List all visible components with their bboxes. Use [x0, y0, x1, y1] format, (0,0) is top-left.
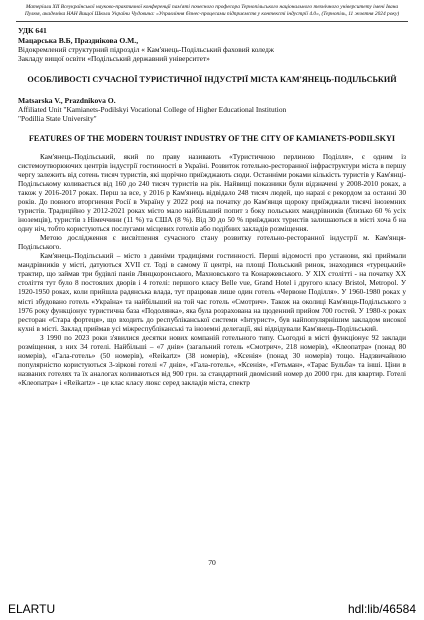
handle-label: hdl:lib/46584	[347, 602, 416, 616]
title-ua: ОСОБЛИВОСТІ СУЧАСНОЇ ТУРИСТИЧНОЇ ІНДУСТРІЇ МІСТА КАМ'ЯНЕЦЬ-ПОДІЛЬСЬКИЙ	[27, 74, 397, 84]
affiliation-en-line-1: Affiliated Unit "Kamianets-Podilskyi Vocational College of Higher Educational Institution	[18, 105, 287, 115]
body-paragraph-4: З 1990 по 2023 роки з'явилися десятки нових компаній готельного типу. Сьогодні в місті функціонує 92 заклади розміщення, з них 34 готелі. Найбільші – «7 днів» (загальний готель «Смотрич», 218 номерів), «Клеопатра» (понад 80 номерів), «Гала-готель» (50 номерів), «Reikartz» (38 номерів), «Ксенія» (понад 30 номерів) тощо. Надзвичайною популярністю користуються 3-зіркові готелі «7 днів», «Гала-готель», «Ксенія», «Гетьман», «Тарас Бульба» та інші. Ціни в названих готелях та їх аналогах коливаються від 900 грн. за стандартний двомісний номер до 2000 грн. для квартир. Готелі «Клеопатра» і «Reikartz» - це клас класу люкс серед закладів міста, спектр	[18, 332, 406, 387]
authors-en: Matsarska V., Prazdnikova O.	[18, 96, 116, 106]
udk-code: УДК 641	[18, 25, 47, 35]
affiliation-en-line-2: "Podillia State University"	[18, 114, 97, 124]
body-paragraph-2: Метою дослідження є висвітлення сучасного стану розвитку готельно-ресторанної індустрії м. Кам'янця-Подільського.	[18, 233, 406, 252]
body-paragraph-1: Кам'янець-Подільський, який по праву називають «Туристичною перлиною Поділля», є одним із системоутворюючих центрів індустрії гостинності в Україні. Розвиток готельно-ресторанної інфраструктури міста в першу чергу залежить від сотень тисяч туристів, які щорічно приїжджають сюди. Останніми роками кількість туристів у Кам'янці-Подільському коливається від 160 до 240 тисяч туристів на рік. Найвищі показники були відзначені у 2008-2010 роках, а також у 2016-2017 роках. Перш за все, у 2016 р Кам'янець відвідало 248 тисяч людей, що наразі є рекордом за останні 30 років. До повного вторгнення Росії в Україну у 2022 році на початку до Кам'янця щороку приїжджали тисячі іноземних туристів. Традиційно у 2012-2021 роках місто мало найбільший попит з боку польських мандрівників (близько 60 % усіх іноземців), туристів з Німеччини (11 %) та США (8 %). Від 30 до 50 % приїжджих туристів залишаються в місті хоча б на одну ніч, тобто користуються послугами місцевих готелів або подібних закладів розміщення.	[18, 151, 406, 234]
page-number: 70	[208, 558, 216, 567]
body-paragraph-3: Кам'янець-Подільський – місто з давніми традиціями гостинності. Перші відомості про установи, які приймали мандрівників у місті, датуються XVII ст. Тоді в самому її центрі, на площі Польський ринок, знаходився «турецький» трактир, що займав три будівлі панів Лянцкоронського, Махновського та Конаржевського. У XIX столітті - на початку XX століття тут було 8 постоялих дворів і 4 готелі: першого класу Belle vue, Grand Hotel і другого класу Bristol, Metropol. У 1920-1950 роках, коли прийшла радянська влада, тут працював лише один готель «Червоне Поділля». У 1960-1980 роках у місті збудовано готель «Україна» та найбільший на той час готель «Смотрич». Також на околиці Кам'янця-Подільського з 1976 року функціонує туристична база «Подолянка», яка була розрахована на щоденний прийом 700 гостей. У 1980-х роках ресторан «Стара фортеця», що входить до республіканської системи «Інтурист», був найпопулярнішим закладом високої кухні в місті. Заклад приймав усі міжреспубліканські та іноземні делегації, які відвідували Кам'янець-Подільський.	[18, 251, 406, 333]
affiliation-ua-line-1: Відокремлений структурний підрозділ « Кам'янець-Подільський фаховий коледж	[18, 44, 275, 54]
affiliation-ua-line-2: Закладу вищої освіти «Подільський державний університет»	[18, 53, 210, 63]
authors-ua: Мацарська В.Б, Празднікова О.М.,	[18, 35, 139, 45]
repository-label: ELARTU	[8, 602, 56, 616]
title-en: FEATURES OF THE MODERN TOURIST INDUSTRY OF THE CITY OF KAMIANETS-PODILSKYI	[28, 134, 396, 144]
conference-header: Матеріали XII Всеукраїнської науково-практичної конференції пам'яті почесного професора Тернопільського національного технічного університету імені Івана Пулюя, академіка НАН Вищої Школи України Чудовича: «Управління бізнес-процесами підприємств у контексті індустрії 4.0», (Тернопіль, 11 жовтня 2024 року)	[16, 4, 408, 22]
paper-page	[16, 4, 408, 590]
viewer-footer	[0, 598, 424, 620]
